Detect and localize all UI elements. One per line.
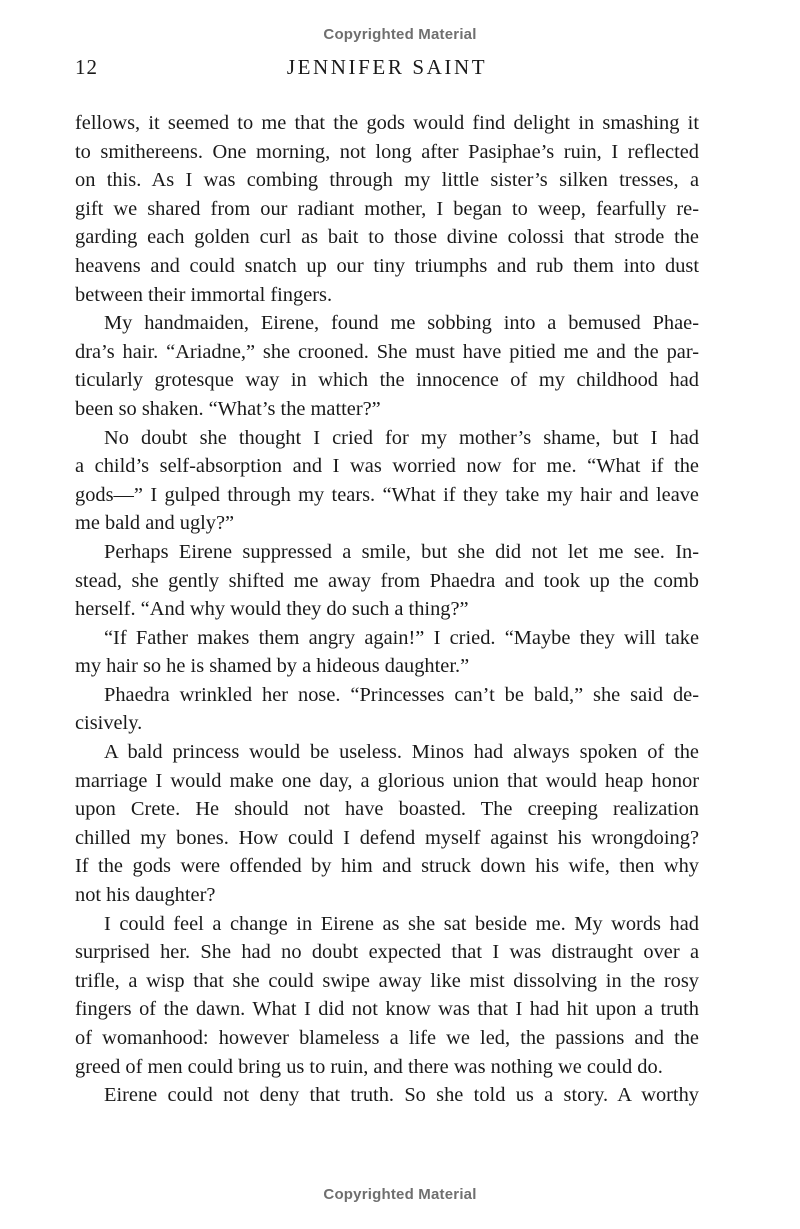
paragraph [75, 681, 699, 738]
text-line: gods—” I gulped through my tears. “What if they take my hair and leave [75, 483, 699, 506]
text-line: My handmaiden, Eirene, found me sobbing into a bemused Phae- [104, 312, 699, 335]
text-line: Perhaps Eirene suppressed a smile, but she did not let me see. In- [104, 540, 699, 563]
copyright-watermark-bottom: Copyrighted Material [323, 1186, 477, 1203]
paragraph [75, 738, 699, 910]
running-head-author: JENNIFER SAINT [286, 55, 488, 79]
text-line: on this. As I was combing through my little sister’s silken tresses, a [75, 169, 699, 192]
text-line: chilled my bones. How could I defend myself against his wrongdoing? [75, 826, 699, 849]
text-line: greed of men could bring us to ruin, and there was nothing we could do. [75, 1055, 663, 1078]
paragraph [75, 309, 699, 423]
text-line: fellows, it seemed to me that the gods would find delight in smashing it [75, 112, 699, 134]
text-line: ticularly grotesque way in which the innocence of my childhood had [75, 369, 699, 392]
text-line: my hair so he is shamed by a hideous daughter.” [75, 655, 470, 678]
text-line: gift we shared from our radiant mother, I began to weep, fearfully re- [75, 197, 699, 220]
text-line: to smithereens. One morning, not long after Pasiphae’s ruin, I reflected [75, 140, 699, 163]
text-line: surprised her. She had no doubt expected that I was distraught over a [75, 941, 699, 964]
text-line: Eirene could not deny that truth. So she told us a story. A worthy [104, 1084, 699, 1107]
text-line: of womanhood: however blameless a life we led, the passions and the [75, 1027, 699, 1049]
page-header [75, 55, 699, 85]
text-line: between their immortal fingers. [75, 283, 333, 306]
text-line: been so shaken. “What’s the matter?” [75, 397, 381, 420]
body-text [75, 109, 699, 1110]
page-number: 12 [75, 55, 98, 79]
paragraph [75, 910, 699, 1082]
text-line: stead, she gently shifted me away from Phaedra and took up the comb [75, 569, 699, 592]
paragraph [75, 424, 699, 538]
text-line: garding each golden curl as bait to those divine colossi that strode the [75, 226, 699, 249]
text-line: If the gods were offended by him and struck down his wife, then why [75, 855, 699, 878]
text-line: A bald princess would be useless. Minos had always spoken of the [104, 741, 699, 764]
text-line: Phaedra wrinkled her nose. “Princesses can’t be bald,” she said de- [104, 683, 699, 706]
text-line: dra’s hair. “Ariadne,” she crooned. She must have pitied me and the par- [75, 340, 699, 363]
text-line: me bald and ugly?” [75, 512, 235, 535]
text-line: heavens and could snatch up our tiny triumphs and rub them into dust [75, 254, 699, 277]
text-line: I could feel a change in Eirene as she sat beside me. My words had [104, 912, 699, 935]
paragraph [75, 109, 699, 309]
copyright-watermark-top: Copyrighted Material [323, 26, 477, 43]
text-line: trifle, a wisp that she could swipe away like mist dissolving in the rosy [75, 969, 699, 992]
paragraph [75, 624, 699, 681]
text-line: “If Father makes them angry again!” I cried. “Maybe they will take [104, 626, 699, 649]
text-line: cisively. [75, 712, 143, 735]
text-line: marriage I would make one day, a glorious union that would heap honor [75, 769, 699, 792]
text-line: a child’s self-absorption and I was worried now for me. “What if the [75, 455, 699, 478]
paragraph [75, 1081, 699, 1110]
text-line: No doubt she thought I cried for my mother’s shame, but I had [104, 426, 699, 449]
text-line: herself. “And why would they do such a thing?” [75, 598, 469, 621]
text-line: fingers of the dawn. What I did not know was that I had hit upon a truth [75, 998, 699, 1021]
paragraph [75, 538, 699, 624]
text-line: upon Crete. He should not have boasted. The creeping realization [75, 798, 699, 821]
text-line: not his daughter? [75, 884, 216, 907]
